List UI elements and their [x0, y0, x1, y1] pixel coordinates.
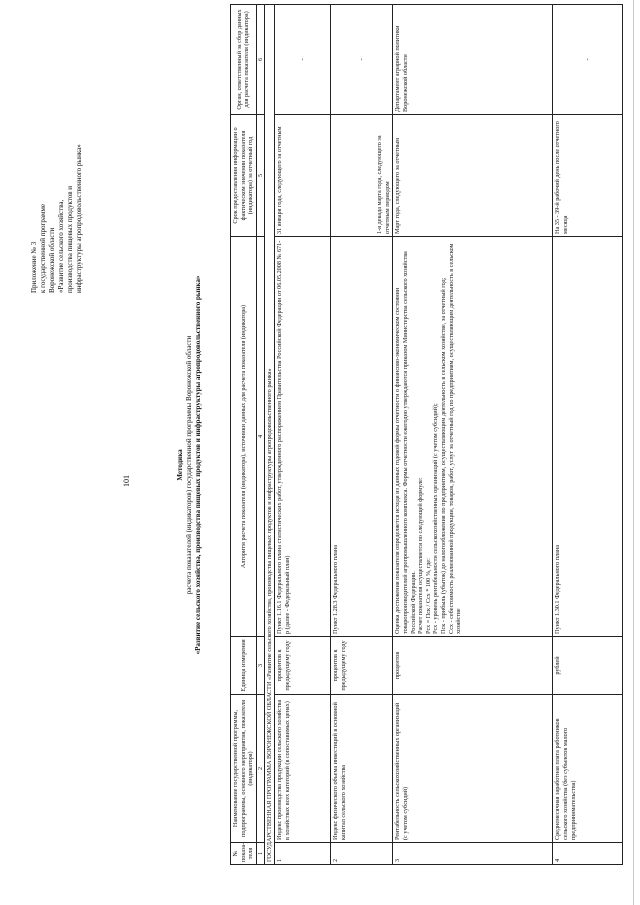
responsible-body: Департамент аграрной политики Воронежской области: [393, 5, 553, 115]
appendix-line: к государственной программе: [39, 204, 47, 293]
document-title: [176, 165, 203, 765]
indicator-name: Индекс физического объема инвестиций в основной капитал сельского хозяйства: [331, 695, 393, 843]
title-line-2: расчета показателей (индикаторов) государственной программы Воронежской области: [185, 335, 193, 595]
algorithm-line: Пункт 1.28.3 Федерального плана: [332, 545, 340, 634]
term: 1-я декада марта года, следующего за отчетным периодом: [331, 115, 393, 237]
program-title: ГОСУДАРСТВЕННАЯ ПРОГРАММА ВОРОНЕЖСКОЙ ОБЛАСТИ «Развитие сельского хозяйства, производства пищевых продуктов и инфраструктуры агропродовольственного рынка»: [264, 5, 275, 865]
appendix-line: инфраструктуры агропродовольственного рынка»: [75, 144, 83, 293]
algorithm: [331, 237, 393, 637]
row-number: 1: [275, 843, 331, 865]
scan-edge-divider: [633, 0, 634, 905]
header-cell: Единица измерения: [231, 637, 257, 695]
header-row: [231, 5, 257, 865]
term: Март года, следующего за отчетным: [393, 115, 553, 237]
methodology-table: [230, 4, 623, 865]
header-cell: Орган, ответственный за сбор данных для расчета показателя (индикатора): [231, 5, 257, 115]
page-number: 101: [122, 475, 131, 487]
responsible-body: -: [553, 5, 623, 115]
indicator-name: Рентабельность сельскохозяйственных организаций (с учетом субсидий): [393, 695, 553, 843]
column-number: 3: [256, 637, 264, 695]
unit: процентов к предыдущему году: [331, 637, 393, 695]
column-number: 4: [256, 237, 264, 637]
column-number: 2: [256, 695, 264, 843]
header-cell: Срок предоставления информации о фактическом значении показателя (индикатора) за отчетный год: [231, 115, 257, 237]
unit: процентов к предыдущему году: [275, 637, 331, 695]
appendix-line: производства пищевых продуктов и: [66, 185, 74, 293]
appendix-note: [30, 33, 84, 293]
appendix-line: Воронежской области: [48, 227, 56, 293]
header-cell: № показа- теля: [231, 843, 257, 865]
row-number: 4: [553, 843, 623, 865]
column-number: 1: [256, 843, 264, 865]
appendix-line: Приложение № 3: [30, 241, 38, 293]
row-number: 3: [393, 843, 553, 865]
term: 31 января года, следующего за отчетным: [275, 115, 331, 237]
algorithm-line: Расчет показателя осуществляется по следующей формуле:: [417, 477, 425, 634]
algorithm-line: Рсх - уровень рентабельности сельскохозяйственных организаций (с учетом субсидий);: [432, 403, 440, 634]
appendix-line: «Развитие сельского хозяйства,: [57, 199, 65, 293]
responsible-body: -: [275, 5, 331, 115]
table-row: [331, 5, 393, 865]
responsible-body: -: [331, 5, 393, 115]
table-row: [275, 5, 331, 865]
unit: рублей: [553, 637, 623, 695]
title-line-3: «Развитие сельского хозяйства, производства пищевых продуктов и инфраструктуры агропродовольственного рынка»: [194, 275, 202, 655]
header-cell: Наименование государственной программы, подпрограммы, основного мероприятия, показателя (индикатора): [231, 695, 257, 843]
unit: процентов: [393, 637, 553, 695]
indicator-name: Индекс производства продукции сельского хозяйства в хозяйствах всех категорий (в сопоставимых ценах): [275, 695, 331, 843]
header-cell: Алгоритм расчета показателя (индикатора), источники данных для расчета показателя (индикатора): [231, 237, 257, 637]
program-row: [264, 5, 275, 865]
algorithm: [553, 237, 623, 637]
algorithm-line: Пункт 1.30.1 Федерального плана: [554, 545, 562, 634]
algorithm-line: Ссх - себестоимость реализованной продукции, товаров, работ, услуг за отчетный год по предприятиям, осуществляющим деятельность в сельском хозяйстве: [447, 243, 463, 634]
column-number: 6: [256, 5, 264, 115]
title-line-1: Методика: [176, 449, 184, 481]
row-number: 2: [331, 843, 393, 865]
term: На 35 - 39-й рабочий день после отчетного месяца: [553, 115, 623, 237]
table-row: [393, 5, 553, 865]
algorithm-line: Пск - прибыль (убыток) до налогообложения по предприятиям, осуществляющим деятельность в сельском хозяйстве, за отчетный год;: [439, 277, 447, 634]
column-number: 5: [256, 115, 264, 237]
algorithm: [393, 237, 553, 637]
algorithm-line: Пункт 1.16.1 Федерального плана статистических работ, утвержденного распоряжением Правительства Российской Федерации от 06.05.2008 № 671-р (далее - Федеральный план): [276, 240, 291, 634]
indicator-name: Среднемесячная заработная плата работников сельского хозяйства (без субъектов малого предпринимательства): [553, 695, 623, 843]
column-number-row: [256, 5, 264, 865]
algorithm-line: Оценка достижения показателя определяется исходя из данных годовой формы отчетности о финансово-экономическом состоянии товаропроизводителей агропромышленного комплекса. Формы отчетности ежегодно утверждаются приказом Министерства сельского хозяйства Российской Федерации.: [394, 251, 417, 634]
table-row: [553, 5, 623, 865]
algorithm-line: Рсх = Пск / Ссх * 100 %, где:: [424, 558, 432, 634]
algorithm: [275, 237, 331, 637]
